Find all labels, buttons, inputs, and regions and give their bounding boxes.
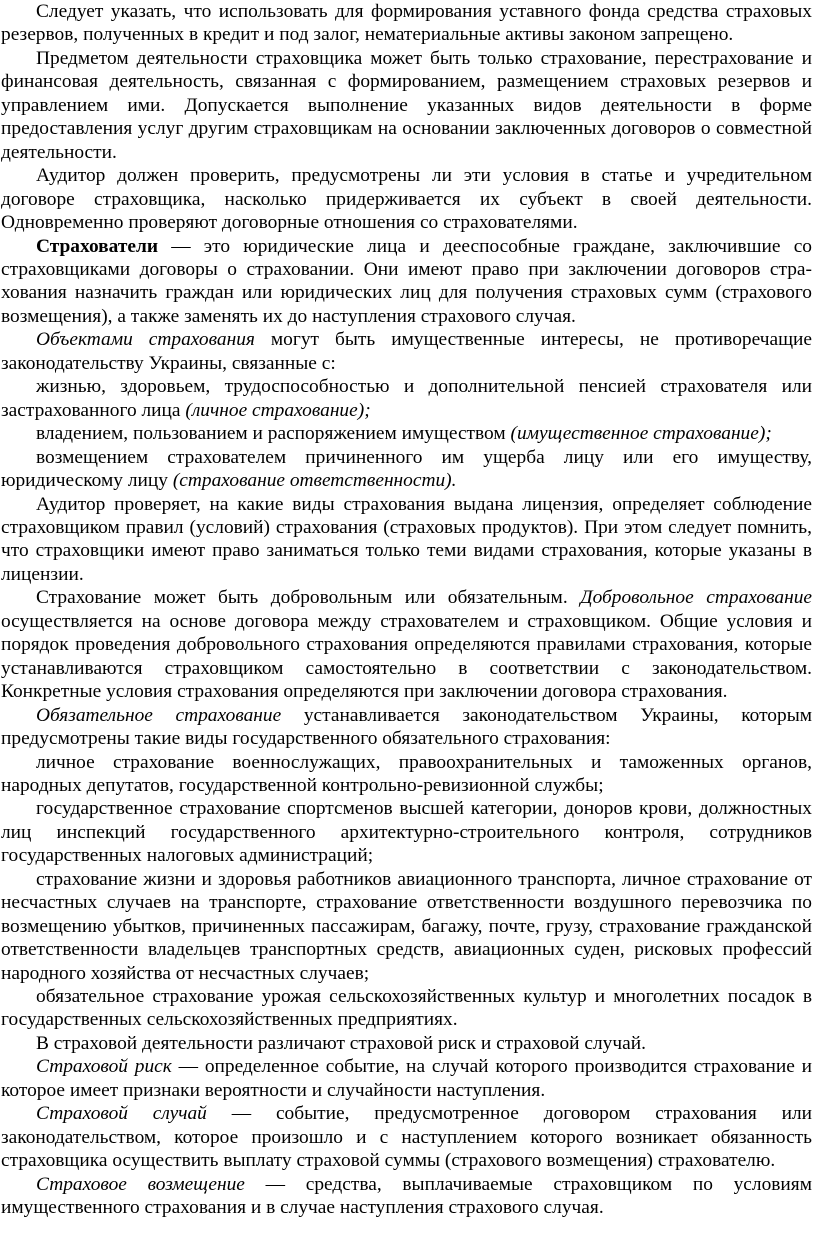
- text-run: страхование жизни и здоровья работников авиационного транспорта, личное страхование от несчастных случаев на транспорте, страхование ответственности воздушного перевозчика по возмещению убытков, причиненных пассажирам, багажу, почте, грузу, страхование гражданской ответственности владельцев транспортных средств, авиационных суден, рисковых профессий народного хозяйства от несчастных случаев;: [1, 868, 812, 984]
- paragraph: [1, 1032, 812, 1055]
- paragraph: [1, 797, 812, 867]
- text-run: устанавливается законодательством Украины, которым предусмотрены такие виды государственного обязательного страхования:: [1, 704, 812, 750]
- text-run: жизнью, здоровьем, трудоспособностью и дополнительной пенсией страхователя или застрахованного лица: [1, 376, 812, 421]
- text-run: осуществляется на основе договора между страхователем и страховщиком. Общие условия и порядок проведения добровольного страхования определяются правилами страхования, которые устанавливаются страховщиком самостоятельно в соответствии с законодательством. Конкретные условия страхования определяются при заключении договора страхования.: [1, 610, 812, 703]
- paragraph: [1, 446, 812, 493]
- paragraph: [1, 1102, 812, 1172]
- italic-term: Страховое возмещение: [36, 1173, 245, 1195]
- paragraph: [1, 422, 812, 445]
- text-run: — определенное событие, на случай которого производится страхование и которое имеет признаки вероятности и случайности наступления.: [1, 1056, 813, 1101]
- text-run: Следует указать, что использовать для формирования уставного фонда средства страховых резервов, полученных в кредит и под залог, нематериальные активы законом запрещено.: [1, 1, 812, 46]
- document-body: [1, 0, 812, 1220]
- paragraph: [1, 493, 812, 587]
- text-run: Предметом деятельности страховщика может быть только страхование, перестрахование и финансовая деятельность, связанная с формированием, размещением страховых резервов и управлением ими. Допускается выполнение указанных видов деятельности в форме предоставления услуг другим страховщикам на основании заключенных договоров о совместной деятельности.: [1, 47, 812, 163]
- text-run: Аудитор должен проверить, предусмотрены ли эти условия в статье и учредительном договоре страховщика, насколько придерживается их субъект в своей деятельности. Одновременно проверяют договорные отношения со страхователями.: [1, 165, 812, 234]
- text-run: — средства, выплачиваемые страховщиком по условиям имущественного страхования и в случае наступления страхового случая.: [1, 1173, 812, 1219]
- text-run: — событие, предусмотренное договором страхования или законодательством, которое произошло и с наступлением которого возникает обязанность страховщика осуществить выплату страховой суммы (страхового возмещения) страхователю.: [1, 1103, 813, 1172]
- paragraph: [1, 751, 812, 798]
- paragraph: [1, 164, 812, 234]
- text-run: могут быть имущественные интересы, не противоречащие законодательству Украины, связанные с:: [1, 329, 812, 374]
- italic-term: Добровольное страхование: [580, 587, 812, 609]
- italic-term: Объектами страхования: [36, 329, 255, 351]
- text-run: личное страхование военнослужащих, правоохранительных и таможенных органов, народных депутатов, государственной контрольно-ревизионной службы;: [1, 751, 812, 796]
- paragraph: [1, 235, 812, 329]
- paragraph: [1, 985, 812, 1032]
- paragraph: [1, 1055, 812, 1102]
- text-run: возмещением страхователем причиненного им ущерба лицу или его имуществу, юридическому лицу: [1, 446, 812, 492]
- italic-term: Обязательное страхование: [36, 704, 282, 726]
- paragraph: [1, 704, 812, 751]
- italic-term: (имущественное страхование);: [510, 423, 772, 445]
- paragraph: [1, 328, 812, 375]
- text-run: Страхование может быть добровольным или обязательным.: [36, 587, 581, 609]
- text-run: В страховой деятельности различают страховой риск и страховой случай.: [36, 1032, 646, 1054]
- text-run: государственное страхование спортсменов высшей категории, доноров крови, должностных лиц инспекций государственного архитектурно-строительного контроля, сотрудников государственных налоговых администраций;: [1, 798, 812, 867]
- paragraph: [1, 1173, 812, 1220]
- italic-term: Страховой случай: [36, 1103, 207, 1125]
- text-run: — это юридические лица и дееспособные граждане, заключившие со страховщиками договоры о страховании. Они имеют право при заключении договоров страхования назначить граждан или юридических лиц для получения страховых сумм (страхового возмещения), а также заменять их до наступления страхового случая.: [1, 235, 812, 327]
- text-run: Аудитор проверяет, на какие виды страхования выдана лицензия, определяет соблюдение страховщиком правил (условий) страхования (страховых продуктов). При этом следует помнить, что страховщики имеют право заниматься только теми видами страхования, которые указаны в лицензии.: [1, 493, 812, 585]
- italic-term: Страховой риск: [36, 1056, 172, 1078]
- bold-term: Страхователи: [36, 235, 159, 257]
- italic-term: (страхование ответственности).: [172, 470, 457, 492]
- paragraph: [1, 868, 812, 985]
- paragraph: [1, 586, 812, 703]
- paragraph: [1, 375, 812, 422]
- paragraph: [1, 0, 812, 47]
- italic-term: (личное страхование);: [185, 399, 371, 421]
- paragraph: [1, 47, 812, 164]
- text-run: владением, пользованием и распоряжением имуществом: [36, 423, 511, 445]
- text-run: обязательное страхование урожая сельскохозяйственных культур и многолетних посадок в государственных сельскохозяйственных предприятиях.: [1, 986, 812, 1031]
